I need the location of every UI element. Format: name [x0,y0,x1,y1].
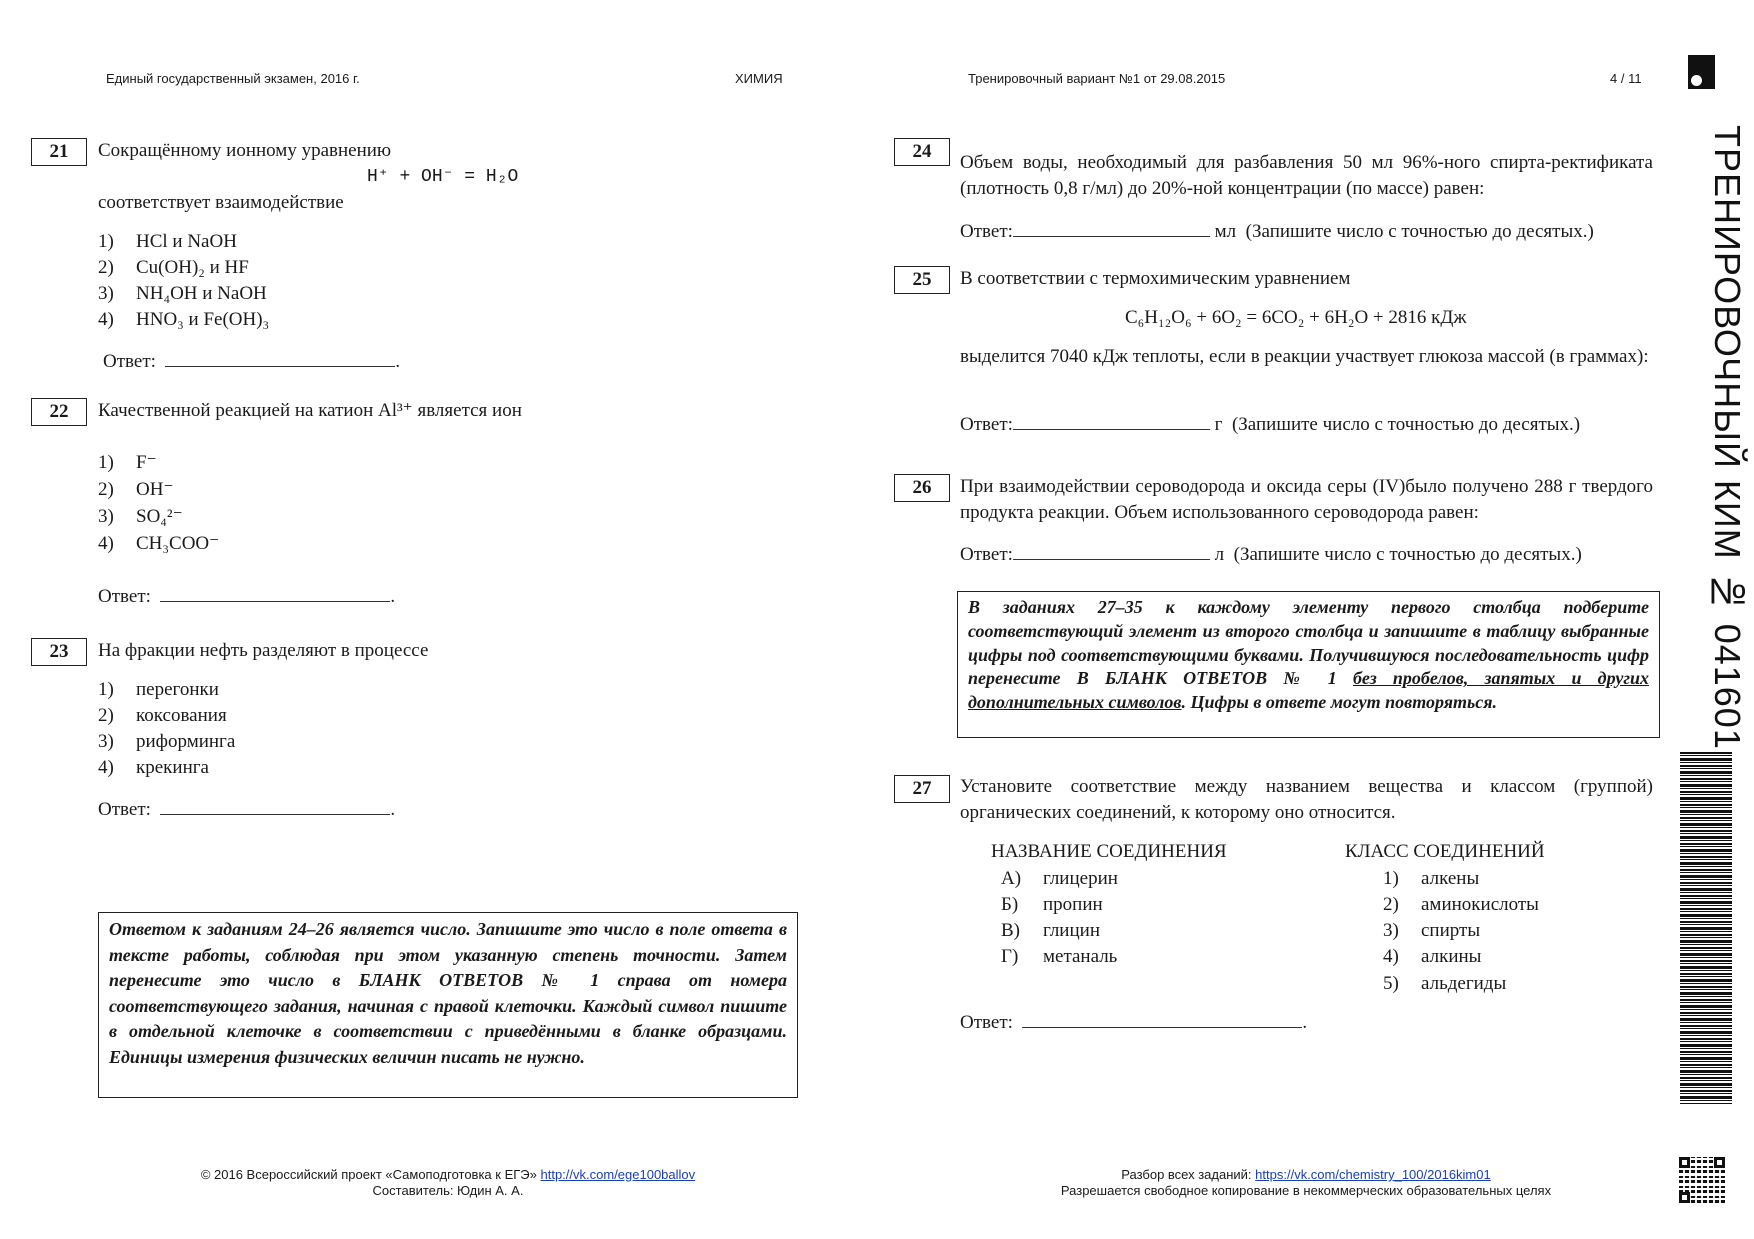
task-22-number: 22 [31,398,87,426]
exam-title: Единый государственный экзамен, 2016 г. [106,71,360,86]
task-27-class-2: 2) аминокислоты [1383,894,1539,915]
task-23-answer-field[interactable] [160,796,390,815]
task-26-answer: Ответ: л (Запишите число с точностью до десятых.) [960,541,1582,568]
task-27-class-4: 4) алкины [1383,946,1482,967]
footer-right-link[interactable]: https://vk.com/chemistry_100/2016kim01 [1255,1167,1491,1182]
task-23-option-1: 1) перегонки [98,679,219,700]
task-27-number: 27 [894,775,950,803]
task-27-substance-d: Г) метаналь [1001,946,1118,967]
task-25-text: В соответствии с термохимическим уравнением [960,268,1351,289]
footer-left: © 2016 Всероссийский проект «Самоподготовка к ЕГЭ» http://vk.com/ege100ballov Составитель: Юдин А. А. [200,1167,696,1198]
task-22-answer-field[interactable] [160,583,390,602]
task-27-substance-a: А) глицерин [1001,868,1118,889]
task-27-col1-header: НАЗВАНИЕ СОЕДИНЕНИЯ [991,841,1227,862]
task-22-option-4: 4) CH₃COO⁻ [98,533,220,554]
task-21-option-2: 2) Cu(OH)₂ и HF [98,257,249,278]
footer-right: Разбор всех заданий: https://vk.com/chemistry_100/2016kim01 Разрешается свободное копирование в некоммерческих образовательных целях [1060,1167,1552,1198]
task-27-substance-c: В) глицин [1001,920,1100,941]
instruction-box-27-35: В заданиях 27–35 к каждому элементу первого столбца подберите соответствующий элемент из второго столбца и запишите в таблицу выбранные цифры под соответствующими буквами. Получившуюся последовательность цифр перенесите В БЛАНК ОТВЕТОВ № 1 без пробелов, запятых и других дополнительных символов. Цифры в ответе могут повторяться. [957,591,1660,738]
task-21-option-1: 1) HCl и NaOH [98,231,237,252]
task-22-option-3: 3) SO₄²⁻ [98,506,183,527]
task-23-option-3: 3) риформинга [98,731,236,752]
task-26-number: 26 [894,474,950,502]
task-25-answer: Ответ: г (Запишите число с точностью до десятых.) [960,411,1580,438]
task-23-option-4: 4) крекинга [98,757,209,778]
task-22-text: Качественной реакцией на катион Al³⁺ является ион [98,400,522,421]
variant-title: Тренировочный вариант №1 от 29.08.2015 [968,71,1226,86]
task-26-text: При взаимодействии сероводорода и оксида серы (IV)было получено 288 г твердого продукта реакции. Объем использованного сероводорода равен: [960,476,1653,523]
task-21-answer-field[interactable] [165,348,395,367]
task-24-answer: Ответ: мл (Запишите число с точностью до десятых.) [960,218,1594,245]
task-24-number: 24 [894,138,950,166]
task-23-number: 23 [31,638,87,666]
task-27-class-3: 3) спирты [1383,920,1481,941]
task-21-number: 21 [31,138,87,166]
task-26-answer-field[interactable] [1013,541,1210,560]
footer-left-link[interactable]: http://vk.com/ege100ballov [540,1167,696,1182]
task-25-number: 25 [894,266,950,294]
task-21-answer: Ответ: . [103,348,400,375]
task-23-answer: Ответ: . [98,796,395,823]
barcode-icon [1680,752,1732,1104]
task-24-text: Объем воды, необходимый для разбавления 50 мл 96%-ного спирта-ректификата (плотность 0,8 г/мл) до 20%-ной концентрации (по массе) равен: [960,152,1653,199]
task-27-text: Установите соответствие между названием вещества и классом (группой) органических соединений, к которому оно относится. [960,776,1653,823]
task-27-answer-field[interactable] [1022,1009,1302,1028]
corner-marker-icon [1688,55,1715,89]
qr-code-icon [1679,1157,1725,1203]
task-22-answer: Ответ: . [98,583,395,610]
task-22-option-2: 2) OH⁻ [98,479,174,500]
subject-title: ХИМИЯ [735,71,783,86]
page-number: 4 / 11 [1610,71,1642,86]
task-27-answer: Ответ: . [960,1009,1307,1036]
variant-side-title: ТРЕНИРОВОЧНЫЙ КИМ № 041601 [1707,125,1748,750]
task-21-equation: H⁺ + OH⁻ = H₂O [367,167,519,187]
task-24-answer-field[interactable] [1013,218,1210,237]
task-23-option-2: 2) коксования [98,705,227,726]
instruction-box-24-26: Ответом к заданиям 24–26 является число. Запишите это число в поле ответа в тексте работы, соблюдая при этом указанную степень точности. Затем перенесите это число в БЛАНК ОТВЕТОВ № 1 справа от номера соответствующего задания, начиная с правой клеточки. Каждый символ пишите в отдельной клеточке в соответствии с приведёнными в бланке образцами. Единицы измерения физических величин писать не нужно. [98,912,798,1098]
task-23-text: На фракции нефть разделяют в процессе [98,640,429,661]
task-21-text: Сокращённому ионному уравнению [98,140,392,161]
task-27-class-5: 5) альдегиды [1383,973,1507,994]
task-27-class-1: 1) алкены [1383,868,1480,889]
task-21-text2: соответствует взаимодействие [98,192,344,213]
task-21-option-3: 3) NH₄OH и NaOH [98,283,267,304]
task-25-answer-field[interactable] [1013,411,1210,430]
task-22-option-1: 1) F⁻ [98,452,157,473]
task-25-text2: выделится 7040 кДж теплоты, если в реакции участвует глюкоза массой (в граммах): [960,346,1649,367]
task-27-col2-header: КЛАСС СОЕДИНЕНИЙ [1345,841,1545,862]
task-27-substance-b: Б) пропин [1001,894,1103,915]
task-21-option-4: 4) HNO₃ и Fe(OH)₃ [98,309,270,330]
task-25-equation: C₆H₁₂O₆ + 6O₂ = 6CO₂ + 6H₂O + 2816 кДж [1125,307,1467,328]
